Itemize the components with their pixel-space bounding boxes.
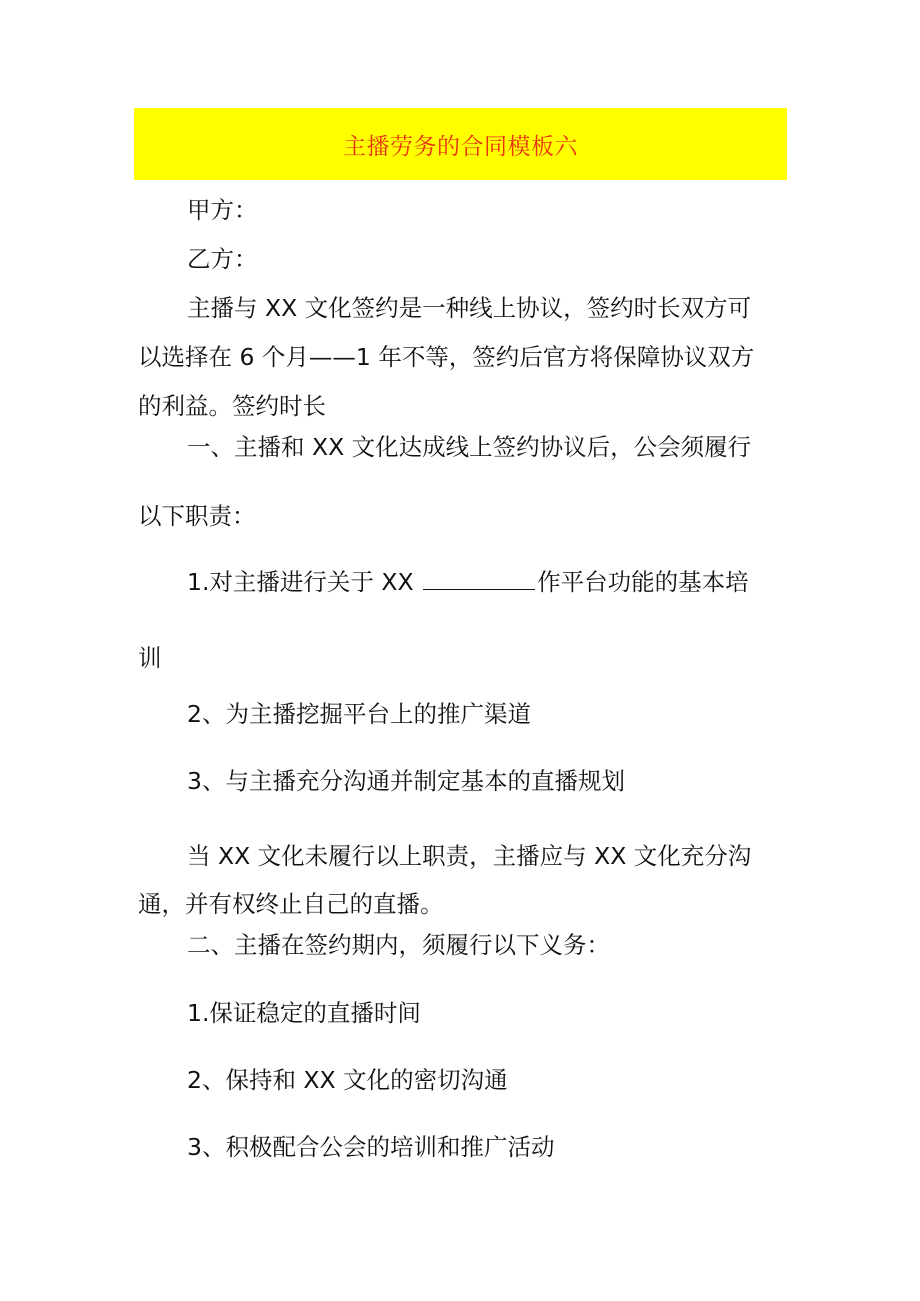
section1-note-line-2: 通，并有权终止自己的直播。 [138,890,444,918]
fill-in-blank [423,571,535,590]
section2-item-1: 1.保证稳定的直播时间 [187,999,421,1027]
section1-item-1-text-a: 1.对主播进行关于 XX [187,568,414,596]
section1-note-line-1: 当 XX 文化未履行以上职责，主播应与 XX 文化充分沟 [187,842,752,870]
section1-item-1 [187,568,749,596]
title-band [134,108,787,180]
section1-heading-line-2: 以下职责： [138,502,256,530]
section1-item-2: 2、为主播挖掘平台上的推广渠道 [187,700,531,728]
section2-heading: 二、主播在签约期内，须履行以下义务： [187,931,610,959]
party-b-label: 乙方： [187,245,258,273]
intro-line-3: 的利益。签约时长 [138,392,326,420]
section1-heading-line-1: 一、主播和 XX 文化达成线上签约协议后，公会须履行 [187,433,752,461]
section2-item-2: 2、保持和 XX 文化的密切沟通 [187,1066,508,1094]
section2-item-3: 3、积极配合公会的培训和推广活动 [187,1133,555,1161]
party-a-label: 甲方： [187,196,258,224]
section1-item-1-text-b: 作平台功能的基本培 [537,568,749,596]
intro-line-1: 主播与 XX 文化签约是一种线上协议，签约时长双方可 [187,294,752,322]
section1-item-3: 3、与主播充分沟通并制定基本的直播规划 [187,767,625,795]
document-title: 主播劳务的合同模板六 [343,133,578,160]
section1-item-1-wrap: 训 [138,644,162,672]
intro-line-2: 以选择在 6 个月——1 年不等，签约后官方将保障协议双方 [138,343,755,371]
